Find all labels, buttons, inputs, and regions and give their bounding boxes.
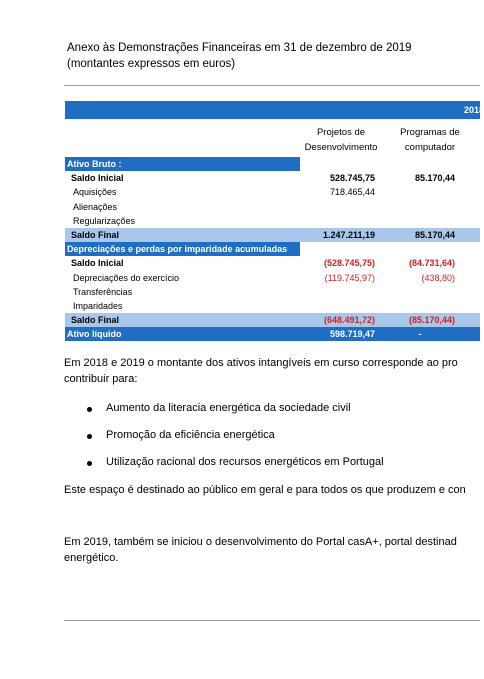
section-depreciation: Depreciações e perdas por imparidade acumuladas	[65, 242, 480, 256]
header-subtitle: (montantes expressos em euros)	[67, 58, 236, 70]
paragraph-audience: Este espaço é destinado ao público em geral e para todos os que produzem e con	[64, 484, 466, 496]
col-header-development-projects: Projetos de Desenvolvimento	[297, 125, 385, 155]
paragraph-portal: Em 2019, também se iniciou o desenvolvimento do Portal casA+, portal destinad energético.	[64, 536, 457, 564]
bullet-icon	[87, 434, 92, 439]
year-label: 2018	[463, 105, 484, 115]
table-row-subtotal: Saldo Final 1.247.211,19 85.170,44	[65, 228, 480, 242]
header-title: Anexo às Demonstrações Financeiras em 31 de dezembro de 2019	[67, 42, 412, 54]
bullet-icon	[87, 461, 92, 466]
table-row: Transferências	[73, 286, 133, 297]
intangible-assets-table	[65, 101, 484, 341]
column-headers	[65, 119, 480, 157]
table-row: Imparidades	[73, 300, 123, 311]
bottom-divider	[64, 620, 480, 621]
top-divider	[64, 85, 480, 86]
table-row: Alienações	[73, 201, 118, 212]
year-header-bar	[65, 101, 484, 119]
table-row: Saldo Inicial 528.745,75 85.170,44	[71, 173, 455, 184]
table-row-net-assets: Ativo líquido 598.719,47 -	[65, 327, 480, 341]
table-row: Regularizações	[73, 215, 136, 226]
section-gross-assets: Ativo Bruto :	[65, 157, 480, 171]
table-row: Saldo Inicial (528.745,75) (84.731,64)	[71, 258, 455, 269]
bullet-icon	[87, 407, 92, 412]
col-header-software: Programas de computador	[395, 125, 465, 155]
document-header	[67, 40, 412, 72]
table-row: Aquisições 718.465,44	[73, 187, 375, 198]
paragraph-intangible-assets: Em 2018 e 2019 o montante dos ativos intangíveis em curso corresponde ao pro contribuir para:	[64, 357, 458, 385]
table-row-subtotal: Saldo Final (648.491,72) (85.170,44)	[65, 313, 480, 327]
table-row: Depreciações do exercício (119.745,97) (438,80)	[73, 272, 455, 283]
